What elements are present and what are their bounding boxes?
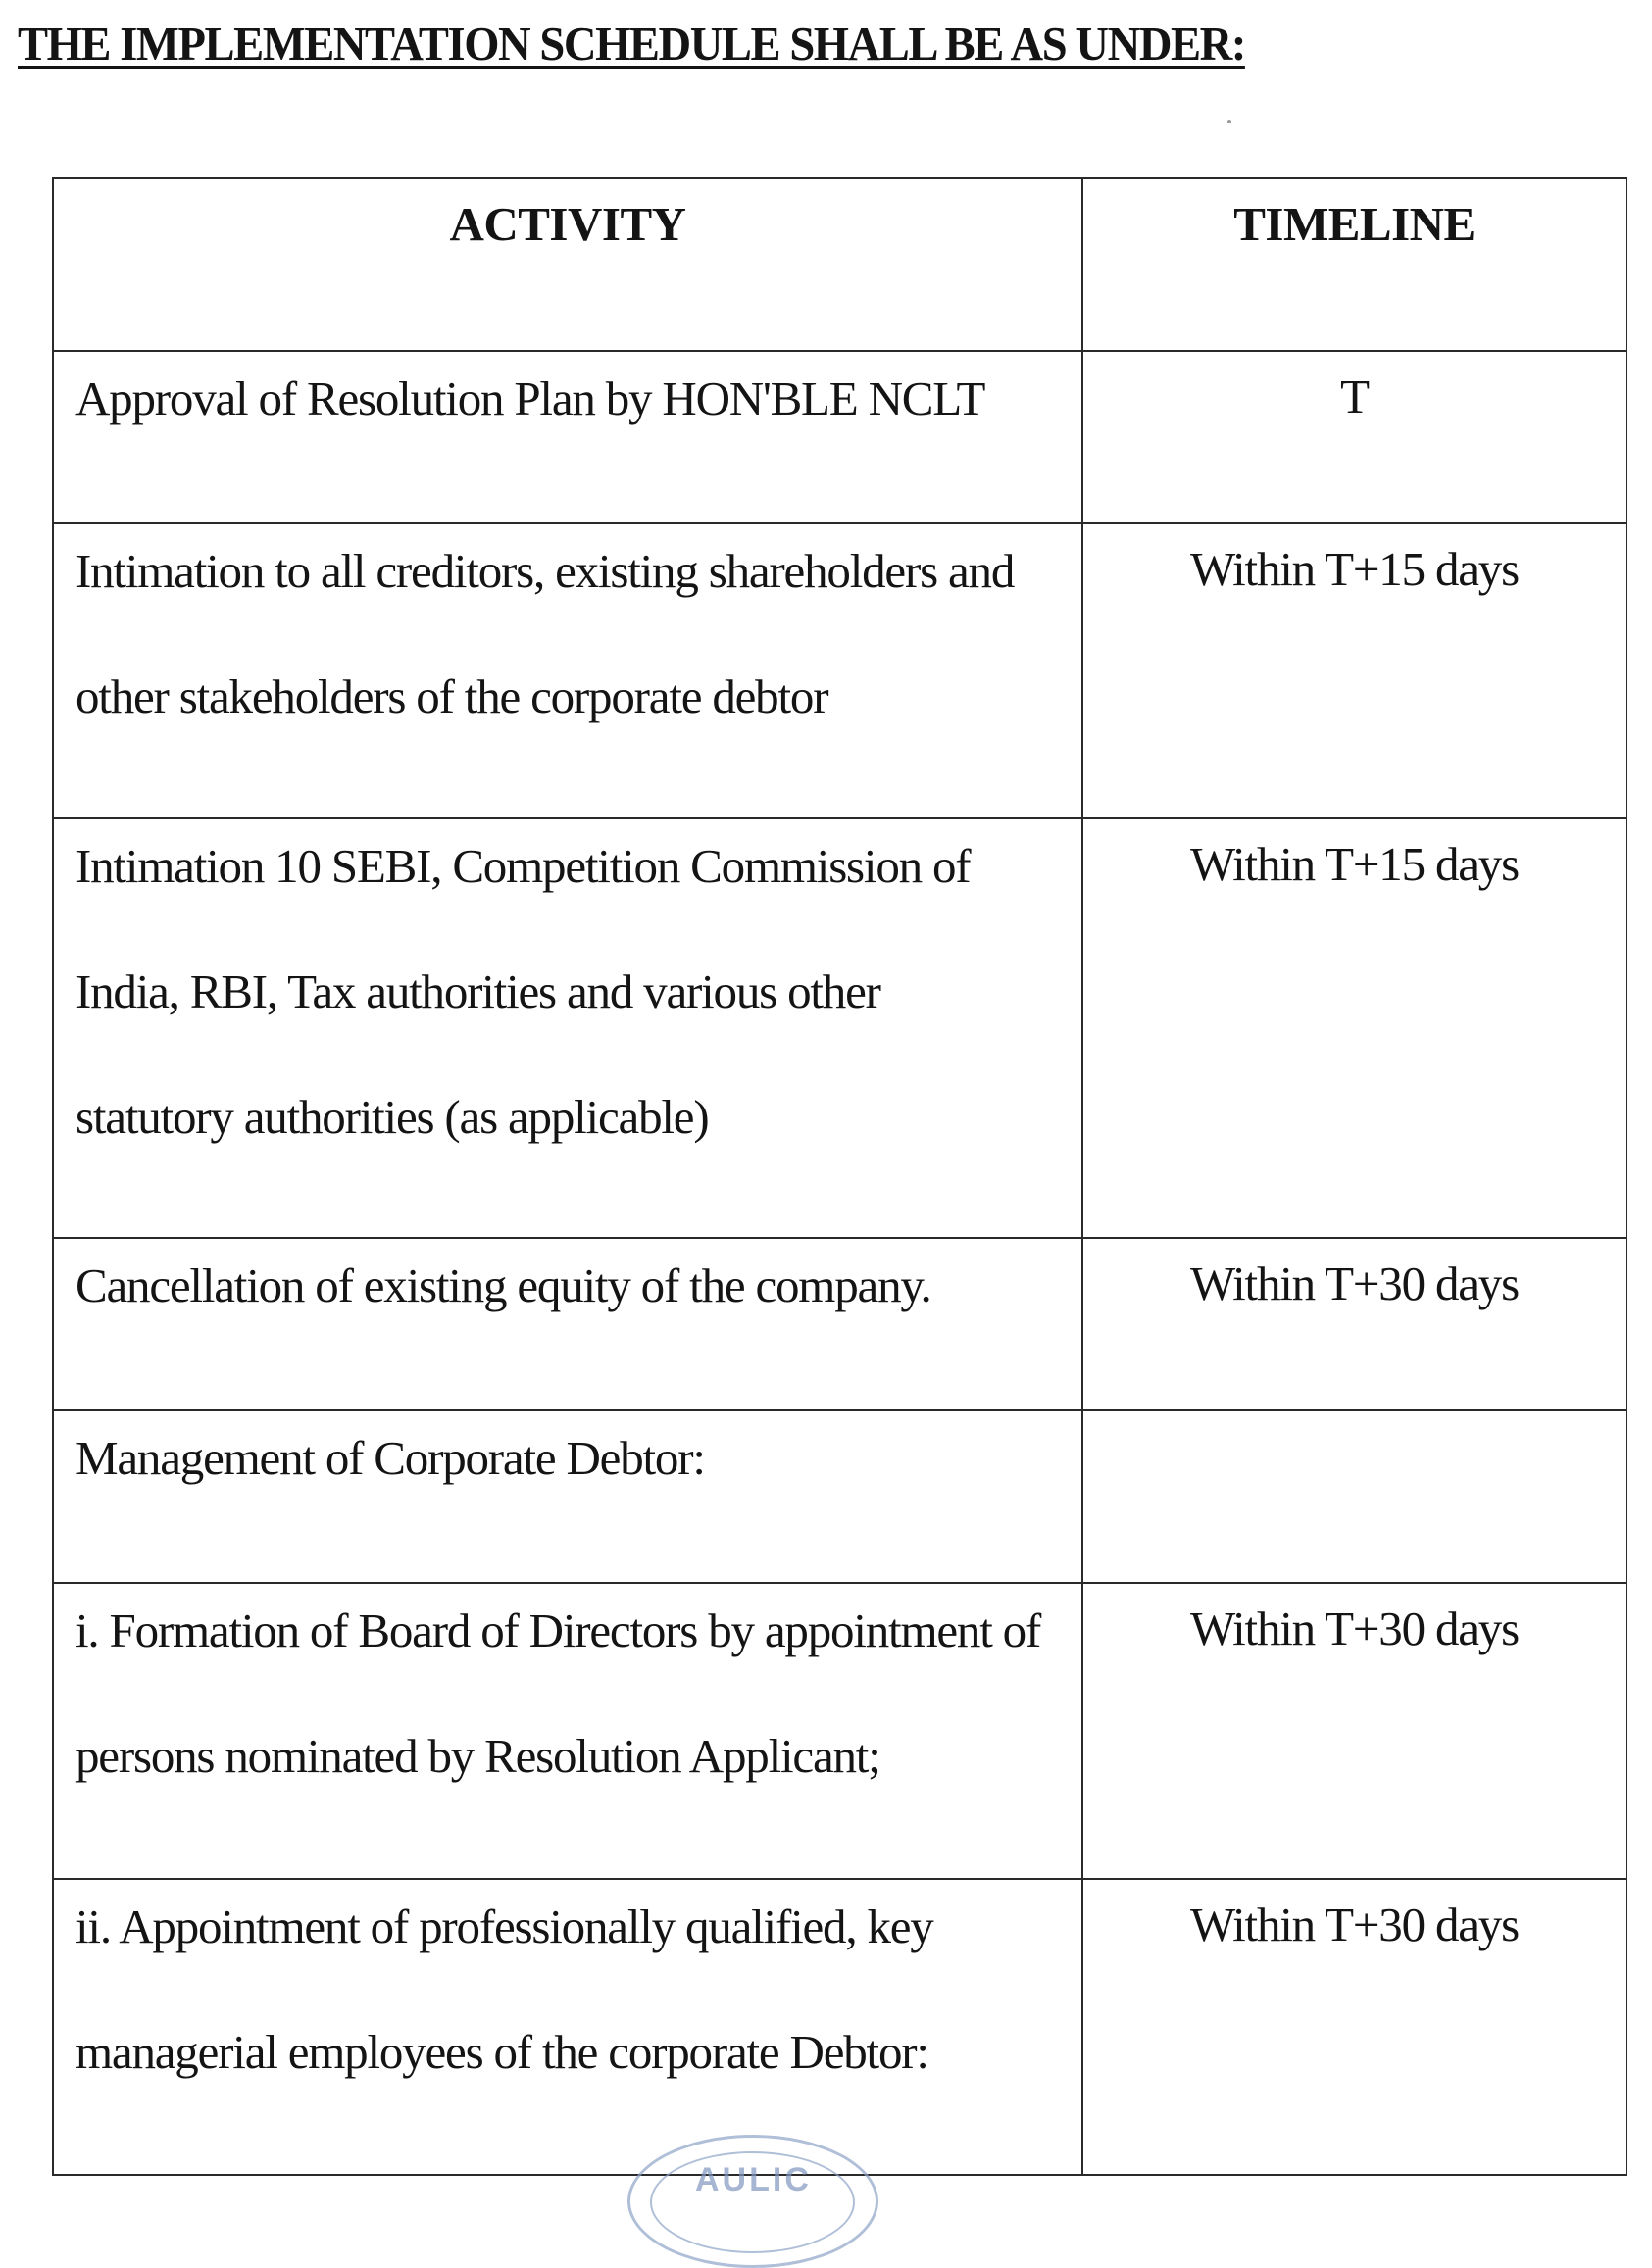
activity-cell: [53, 1583, 1082, 1879]
timeline-cell: [1082, 1410, 1627, 1583]
table-header-row: [53, 178, 1627, 351]
timeline-value: [1083, 1411, 1626, 1425]
activity-cell: [53, 1410, 1082, 1583]
activity-header: [53, 178, 1082, 351]
table-row: [53, 818, 1627, 1238]
timeline-value: Within T+30 days: [1190, 1898, 1519, 1951]
table-row: [53, 523, 1627, 818]
timeline-header-label: TIMELINE: [1233, 197, 1476, 251]
timeline-cell: [1082, 1238, 1627, 1410]
activity-line: statutory authorities (as applicable): [75, 1090, 709, 1144]
activity-line: Intimation 10 SEBI, Competition Commission of: [75, 839, 971, 893]
table-row: [53, 351, 1627, 523]
activity-line: managerial employees of the corporate Debtor:: [75, 2025, 928, 2079]
activity-line: persons nominated by Resolution Applicant;: [75, 1729, 880, 1783]
activity-cell: [53, 1879, 1082, 2175]
activity-cell: [53, 523, 1082, 818]
timeline-value: T: [1340, 370, 1369, 423]
timeline-cell: [1082, 1879, 1627, 2175]
table-row: [53, 1410, 1627, 1583]
page-heading: THE IMPLEMENTATION SCHEDULE SHALL BE AS UNDER:: [18, 17, 1245, 71]
activity-line: i. Formation of Board of Directors by appointment of: [75, 1603, 1041, 1657]
timeline-cell: [1082, 818, 1627, 1238]
timeline-value: Within T+15 days: [1190, 542, 1519, 596]
activity-cell: [53, 351, 1082, 523]
table-row: [53, 1238, 1627, 1410]
activity-line: ii. Appointment of professionally qualified, key: [75, 1899, 933, 1953]
activity-cell: [53, 1238, 1082, 1410]
timeline-value: Within T+30 days: [1190, 1257, 1519, 1310]
official-seal-stamp: [627, 2135, 878, 2268]
seal-text: AULIC: [695, 2161, 812, 2198]
activity-line: other stakeholders of the corporate debtor: [75, 669, 828, 723]
timeline-value: Within T+30 days: [1190, 1602, 1519, 1655]
scan-speck: [1227, 120, 1231, 123]
timeline-cell: [1082, 1583, 1627, 1879]
activity-line: India, RBI, Tax authorities and various other: [75, 964, 880, 1018]
timeline-cell: [1082, 351, 1627, 523]
activity-line: Cancellation of existing equity of the company.: [75, 1258, 931, 1312]
implementation-schedule-table: [52, 177, 1627, 2176]
table-row: [53, 1879, 1627, 2175]
timeline-value: Within T+15 days: [1190, 837, 1519, 891]
activity-cell: [53, 818, 1082, 1238]
activity-line: Intimation to all creditors, existing shareholders and: [75, 544, 1015, 598]
timeline-cell: [1082, 523, 1627, 818]
timeline-header: [1082, 178, 1627, 351]
activity-line: Approval of Resolution Plan by HON'BLE NCLT: [75, 371, 985, 425]
activity-line: Management of Corporate Debtor:: [75, 1431, 705, 1485]
activity-header-label: ACTIVITY: [449, 197, 686, 251]
table-row: [53, 1583, 1627, 1879]
